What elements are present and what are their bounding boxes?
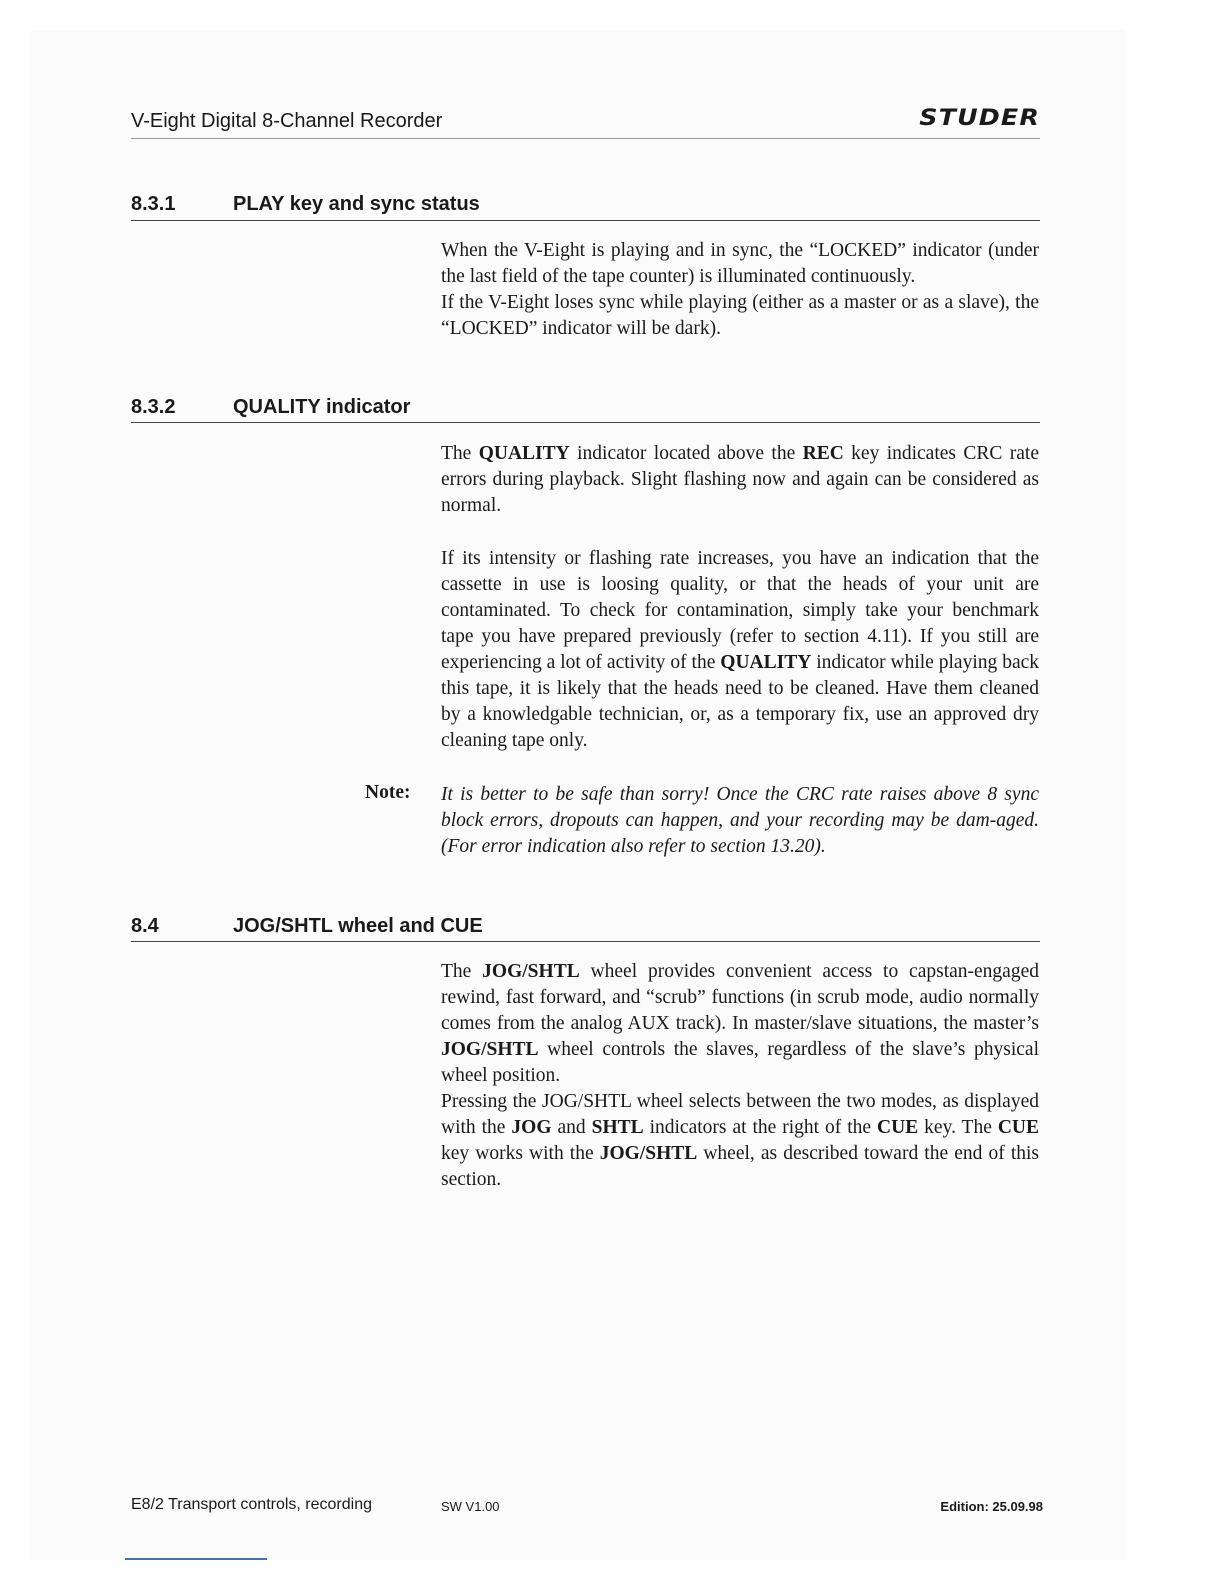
footer-edition: Edition: 25.09.98 <box>940 1499 1043 1514</box>
section-divider <box>131 422 1040 423</box>
paragraph: When the V-Eight is playing and in sync, the “LOCKED” indicator (under the last field of the tape counter) is illuminated continuously. If the V-Eight loses sync while playing (either as a master or as a slave), the “LOCKED” indicator will be dark). <box>441 240 1039 339</box>
section-number: 8.3.1 <box>131 193 176 215</box>
section-title: PLAY key and sync status <box>233 193 480 215</box>
section-title: QUALITY indicator <box>233 396 411 418</box>
section-number: 8.3.2 <box>131 396 176 418</box>
section-divider <box>131 941 1040 942</box>
section-title: JOG/SHTL wheel and CUE <box>233 915 483 937</box>
section-number: 8.4 <box>131 915 159 937</box>
header-divider <box>131 138 1040 139</box>
paragraph: If its intensity or flashing rate increases, you have an indication that the cassette in use is loosing quality, or that the heads of your unit are contaminated. To check for contamination, simply take your benchmark tape you have prepared previously (refer to section 4.11). If you still are experiencing a lot of activity of the QUALITY indicator while playing back this tape, it is likely that the heads need to be cleaned. Have them cleaned by a knowledgable technician, or, as a temporary fix, use an approved dry cleaning tape only. <box>441 548 1040 751</box>
paragraph: The JOG/SHTL wheel provides convenient access to capstan-engaged rewind, fast forward, and “scrub” functions (in scrub mode, audio normally comes from the analog AUX track). In master/slave situations, the master’s JOG/SHTL wheel controls the slaves, regardless of the slave’s physical wheel position. Pressing the JOG/SHTL wheel selects between the two modes, as displayed with the JOG and SHTL indicators at the right of the CUE key. The CUE key works with the JOG/SHTL wheel, as described toward the end of this section. <box>441 961 1040 1190</box>
note-text: It is better to be safe than sorry! Once the CRC rate raises above 8 sync block errors, dropouts can happen, and your recording may be dam-aged. (For error indication also refer to section 13.20). <box>441 784 1039 857</box>
paragraph: The QUALITY indicator located above the REC key indicates CRC rate errors during playback. Slight flashing now and again can be considered as normal. <box>441 443 1039 516</box>
footer-software-version: SW V1.00 <box>441 1499 500 1514</box>
footer-chapter: E8/2 Transport controls, recording <box>131 1496 373 1513</box>
section-divider <box>131 220 1040 221</box>
brand-logo: STUDER <box>919 106 1040 131</box>
document-title: V-Eight Digital 8-Channel Recorder <box>131 110 443 132</box>
corner-rule <box>125 1558 267 1560</box>
note-label: Note: <box>365 782 411 803</box>
